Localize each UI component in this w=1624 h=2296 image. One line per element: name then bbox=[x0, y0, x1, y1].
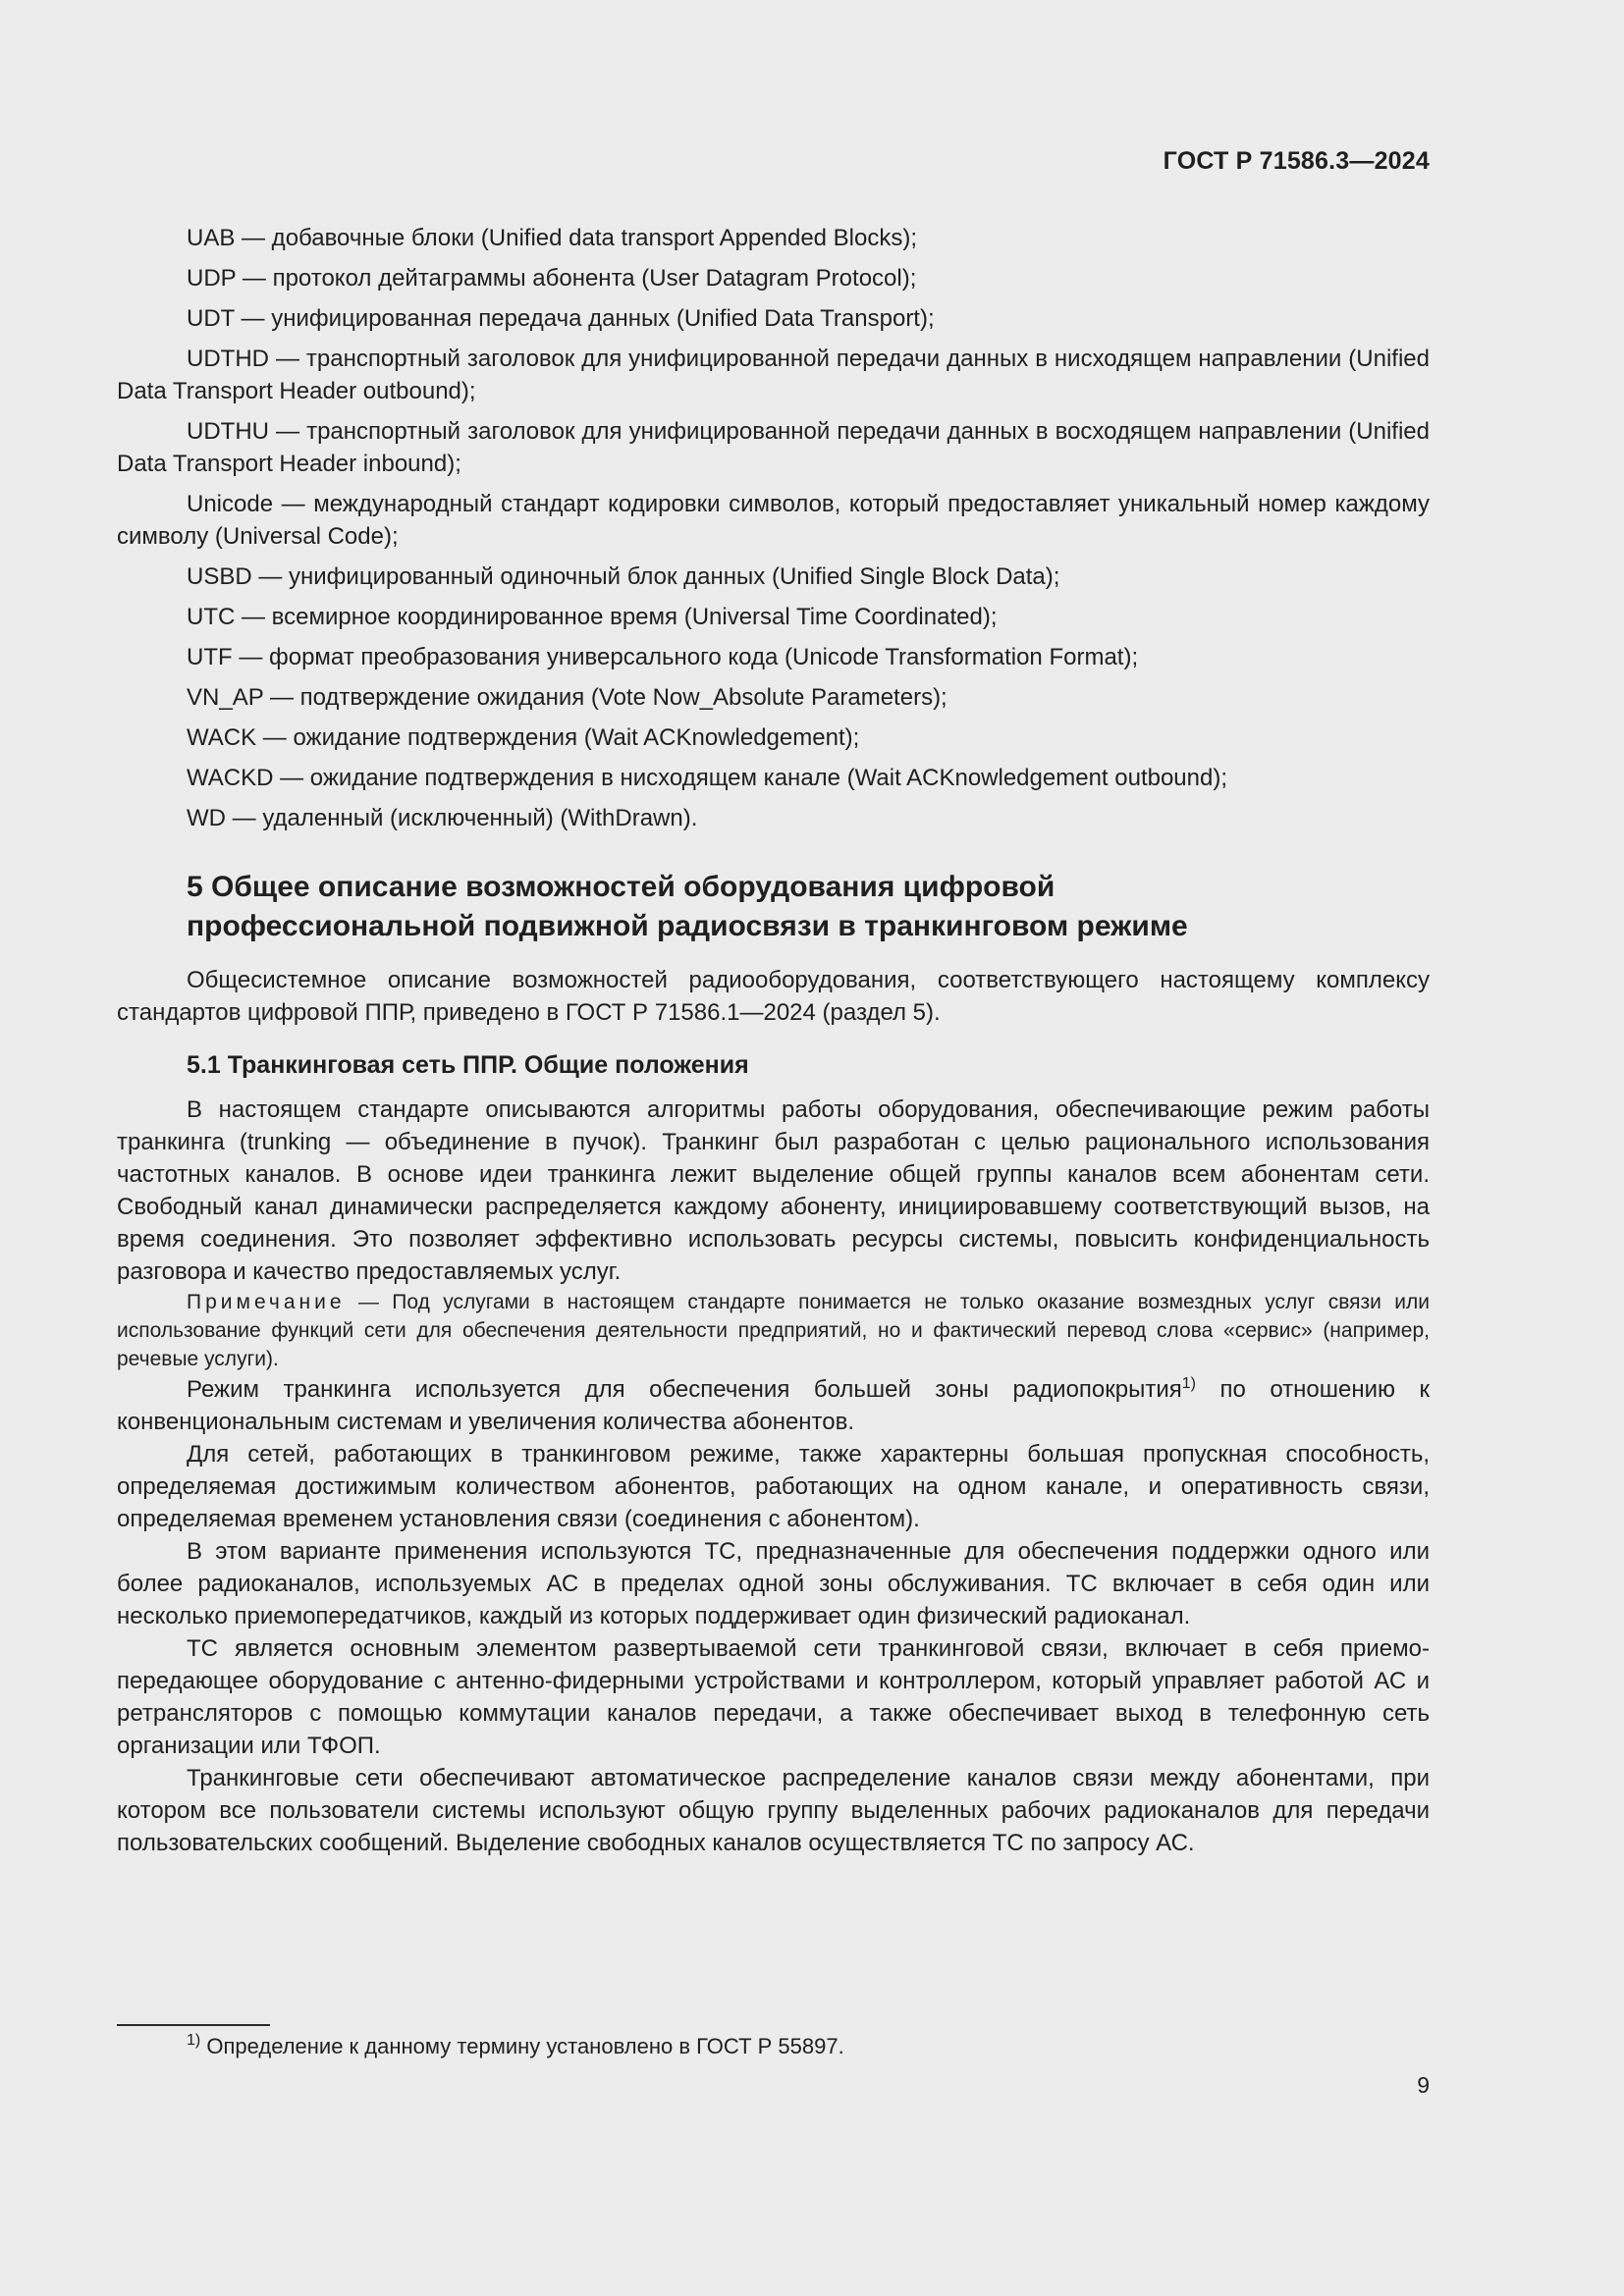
footnote-reference: 1) bbox=[1181, 1375, 1196, 1392]
paragraph: В настоящем стандарте описываются алгоритмы работы оборудования, обеспечивающие режим работы транкинга (trunking — объединение в пучок). Транкинг был разработан с целью рационального использования частотных каналов. В основе идеи транкинга лежит выделение общей группы каналов всем абонентам сети. Свободный канал динамически распределяется каждому абоненту, инициировавшему соответствующий вызов, на время соединения. Это позволяет эффективно использовать ресурсы системы, повысить конфиденциальность разговора и качество предоставляемых услуг. bbox=[117, 1096, 1430, 1285]
abbreviation-item: UDTHD — транспортный заголовок для унифицированной передачи данных в нисходящем направлении (Unified Data Transport Header outbound); bbox=[117, 346, 1430, 404]
abbreviation-item: UAB — добавочные блоки (Unified data transport Appended Blocks); bbox=[187, 225, 918, 251]
paragraph bbox=[117, 1373, 1430, 1438]
page-content bbox=[117, 222, 1430, 1859]
abbreviation-item: UTC — всемирное координированное время (Universal Time Coordinated); bbox=[187, 604, 998, 630]
abbreviation-item: USBD — унифицированный одиночный блок данных (Unified Single Block Data); bbox=[187, 563, 1060, 590]
paragraph: Транкинговые сети обеспечивают автоматическое распределение каналов связи между абонентами, при котором все пользователи системы используют общую группу выделенных рабочих радиоканалов для передачи пользовательских сообщений. Выделение свободных каналов осуществляется ТС по запросу АС. bbox=[117, 1765, 1430, 1856]
paragraph: В этом варианте применения используются ТС, предназначенные для обеспечения поддержки одного или более радиоканалов, используемых АС в пределах одной зоны обслуживания. ТС включает в себя один или несколько приемопередатчиков, каждый из которых поддерживает один физический радиоканал. bbox=[117, 1538, 1430, 1629]
footnote-mark: 1) bbox=[187, 2032, 201, 2049]
abbreviation-item: UDP — протокол дейтаграммы абонента (User Datagram Protocol); bbox=[187, 265, 917, 292]
page-number: 9 bbox=[1417, 2072, 1430, 2098]
note-text: — Под услугами в настоящем стандарте понимается не только оказание возмездных услуг связи или использование функций сети для обеспечения деятельности предприятий, но и фактический перевод слова «сервис» (например, речевые услуги). bbox=[117, 1291, 1430, 1370]
footnote-text: Определение к данному термину установлено в ГОСТ Р 55897. bbox=[200, 2034, 844, 2058]
section-5-1-heading: 5.1 Транкинговая сеть ППР. Общие положения bbox=[187, 1051, 749, 1079]
abbreviation-item: WD — удаленный (исключенный) (WithDrawn). bbox=[187, 805, 698, 831]
footnote-separator bbox=[117, 2024, 270, 2026]
abbreviation-item: UDTHU — транспортный заголовок для унифицированной передачи данных в восходящем направлении (Unified Data Transport Header inbound); bbox=[117, 418, 1430, 477]
abbreviation-item: WACK — ожидание подтверждения (Wait ACKnowledgement); bbox=[187, 724, 860, 751]
abbreviation-list bbox=[117, 222, 1430, 834]
footnote bbox=[187, 2032, 844, 2061]
abbreviation-item: UTF — формат преобразования универсального кода (Unicode Transformation Format); bbox=[187, 644, 1139, 670]
section-5-intro: Общесистемное описание возможностей радиооборудования, соответствующего настоящему комплексу стандартов цифровой ППР, приведено в ГОСТ Р 71586.1—2024 (раздел 5). bbox=[117, 967, 1430, 1026]
abbreviation-item: Unicode — международный стандарт кодировки символов, который предоставляет уникальный номер каждому символу (Universal Code); bbox=[117, 491, 1430, 550]
section-5-heading bbox=[187, 868, 1430, 946]
section-5-heading-line: профессиональной подвижной радиосвязи в транкинговом режиме bbox=[187, 910, 1188, 942]
paragraph: ТС является основным элементом развертываемой сети транкинговой связи, включает в себя приемо-передающее оборудование с антенно-фидерными устройствами и контроллером, который управляет работой АС и ретрансляторов с помощью коммутации каналов передачи, а также обеспечивает выход в телефонную сеть организации или ТФОП. bbox=[117, 1635, 1430, 1759]
section-5-1-body bbox=[117, 1094, 1430, 1859]
paragraph-text: по отношению к конвенциональным системам и увеличения количества абонентов. bbox=[117, 1376, 1430, 1435]
paragraph: Для сетей, работающих в транкинговом режиме, также характерны большая пропускная способность, определяемая достижимым количеством абонентов, работающих на одном канале, и оперативность связи, определяемая временем установления связи (соединения с абонентом). bbox=[117, 1441, 1430, 1532]
note-label: Примечание bbox=[187, 1291, 346, 1313]
note bbox=[117, 1288, 1430, 1373]
abbreviation-item: UDT — унифицированная передача данных (Unified Data Transport); bbox=[187, 305, 935, 332]
abbreviation-item: WACKD — ожидание подтверждения в нисходящем канале (Wait ACKnowledgement outbound); bbox=[187, 765, 1228, 791]
abbreviation-item: VN_AP — подтверждение ожидания (Vote Now_Absolute Parameters); bbox=[187, 684, 947, 711]
section-5-heading-line: 5 Общее описание возможностей оборудования цифровой bbox=[187, 871, 1056, 903]
paragraph-text: Режим транкинга используется для обеспечения большей зоны радиопокрытия bbox=[187, 1376, 1182, 1403]
document-header: ГОСТ Р 71586.3—2024 bbox=[1163, 147, 1430, 175]
